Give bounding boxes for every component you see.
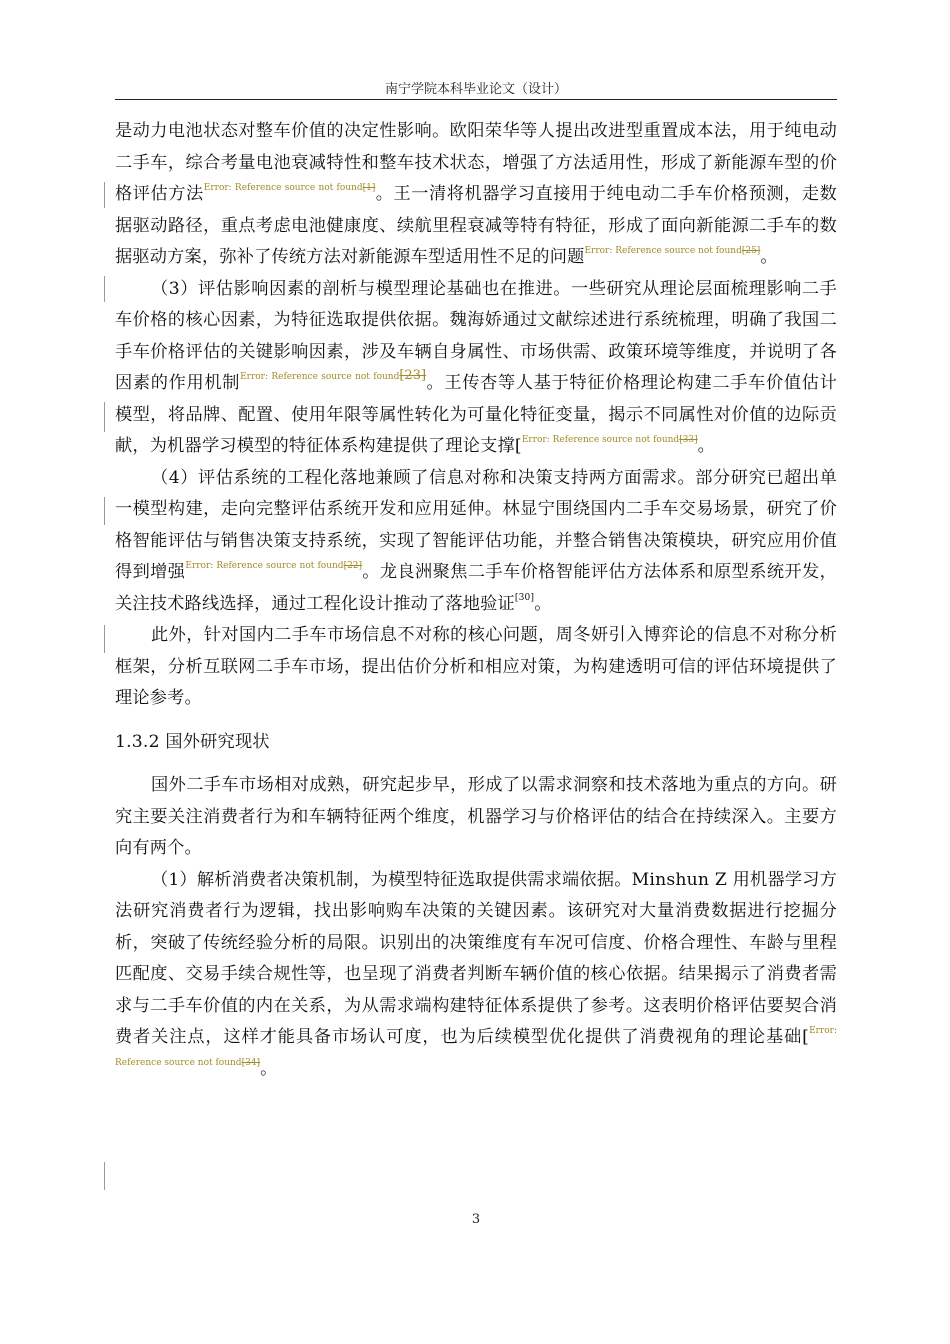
paragraph: （4）评估系统的工程化落地兼顾了信息对称和决策支持两方面需求。部分研究已超出单一模型构建，走向完整评估系统开发和应用延伸。林显宁围绕国内二手车交易场景，研究了价格智能评估与销售决策支持系统，实现了智能评估功能，并整合销售决策模块，研究应用价值得到增强$^{Error: Reference source not found[22]}$。龙良洲聚焦二手车价格智能评估方法体系和原型系统开发，关注技术路线选择，通过工程化设计推动了落地验证[30]。 (115, 467, 838, 614)
change-bar (104, 625, 105, 653)
paragraph: （3）评估影响因素的剖析与模型理论基础也在推进。一些研究从理论层面梳理影响二手车价格的核心因素，为特征选取提供依据。魏海娇通过文献综述进行系统梳理，明确了我国二手车价格评估的关键影响因素，涉及车辆自身属性、市场供需、政策环境等维度，并说明了各因素的作用机制$^{Error: Reference source not found[23]}$。王传杏等人基于特征价格理论构建二手车价值估计模型，将品牌、配置、使用年限等属性转化为可量化特征变量，揭示不同属性对价值的边际贡献，为机器学习模型的特征体系构建提供了理论支撑[$^{Error: Reference source not found[33]}$。 (115, 278, 837, 456)
change-bar (104, 276, 105, 302)
change-bar (104, 402, 105, 432)
change-bar (104, 1162, 105, 1190)
paragraph: 是动力电池状态对整车价值的决定性影响。欧阳荣华等人提出改进型重置成本法，用于纯电动二手车，综合考量电池衰减特性和整车技术状态，增强了方法适用性，形成了新能源车型的价格评估方法$^{Error: Reference source not found[1]}$。王一清将机器学习直接用于纯电动二手车价格预测，走数据驱动路径，重点考虑电池健康度、续航里程衰减等特有特征，形成了面向新能源二手车的数据驱动方案，弥补了传统方法对新能源车型适用性不足的问题$^{Error: Reference source not found[25]}$。 (115, 121, 838, 267)
document-body (115, 116, 837, 1085)
change-bar (104, 497, 105, 525)
reference-superscript: [30] (514, 592, 535, 603)
paragraph: （1）解析消费者决策机制，为模型特征选取提供需求端依据。Minshun Z 用机器学习方法研究消费者行为逻辑，找出影响购车决策的关键因素。该研究对大量消费数据进行挖掘分析，突破了传统经验分析的局限。识别出的决策维度有车况可信度、价格合理性、车龄与里程匹配度、交易手续合规性等，也呈现了消费者判断车辆价值的核心依据。结果揭示了消费者需求与二手车价值的内在关系，为从需求端构建特征体系提供了参考。这表明价格评估要契合消费者关注点，这样才能具备市场认可度，也为后续模型优化提供了消费视角的理论基础[$^{Error: Reference source not found[34]}$。 (115, 869, 837, 1079)
section-heading: 1.3.2 国外研究现状 (115, 731, 270, 752)
running-header: 南宁学院本科毕业论文（设计） (384, 82, 567, 97)
reference-field-error[interactable]: Error: Reference source not found[33] (521, 435, 698, 445)
reference-field-error[interactable]: Error: Reference source not found[22] (185, 561, 363, 571)
paragraph: 国外二手车市场相对成熟，研究起步早，形成了以需求洞察和技术落地为重点的方向。研究主要关注消费者行为和车辆特征两个维度，机器学习与价格评估的结合在持续深入。主要方向有两个。 (115, 775, 837, 858)
reference-field-error[interactable]: Error: Reference source not found[25] (584, 246, 761, 256)
paragraph: 此外，针对国内二手车市场信息不对称的核心问题，周冬妍引入博弈论的信息不对称分析框架，分析互联网二手车市场，提出估价分析和相应对策，为构建透明可信的评估环境提供了理论参考。 (115, 625, 837, 708)
reference-field-error[interactable]: Error: Reference source not found[34] (115, 1026, 837, 1068)
change-bar (104, 182, 105, 208)
page-number: 3 (471, 1212, 481, 1227)
reference-field-error[interactable]: Error: Reference source not found[1] (203, 183, 376, 193)
header-rule (115, 99, 837, 100)
reference-field-error[interactable]: Error: Reference source not found[23] (240, 368, 427, 383)
